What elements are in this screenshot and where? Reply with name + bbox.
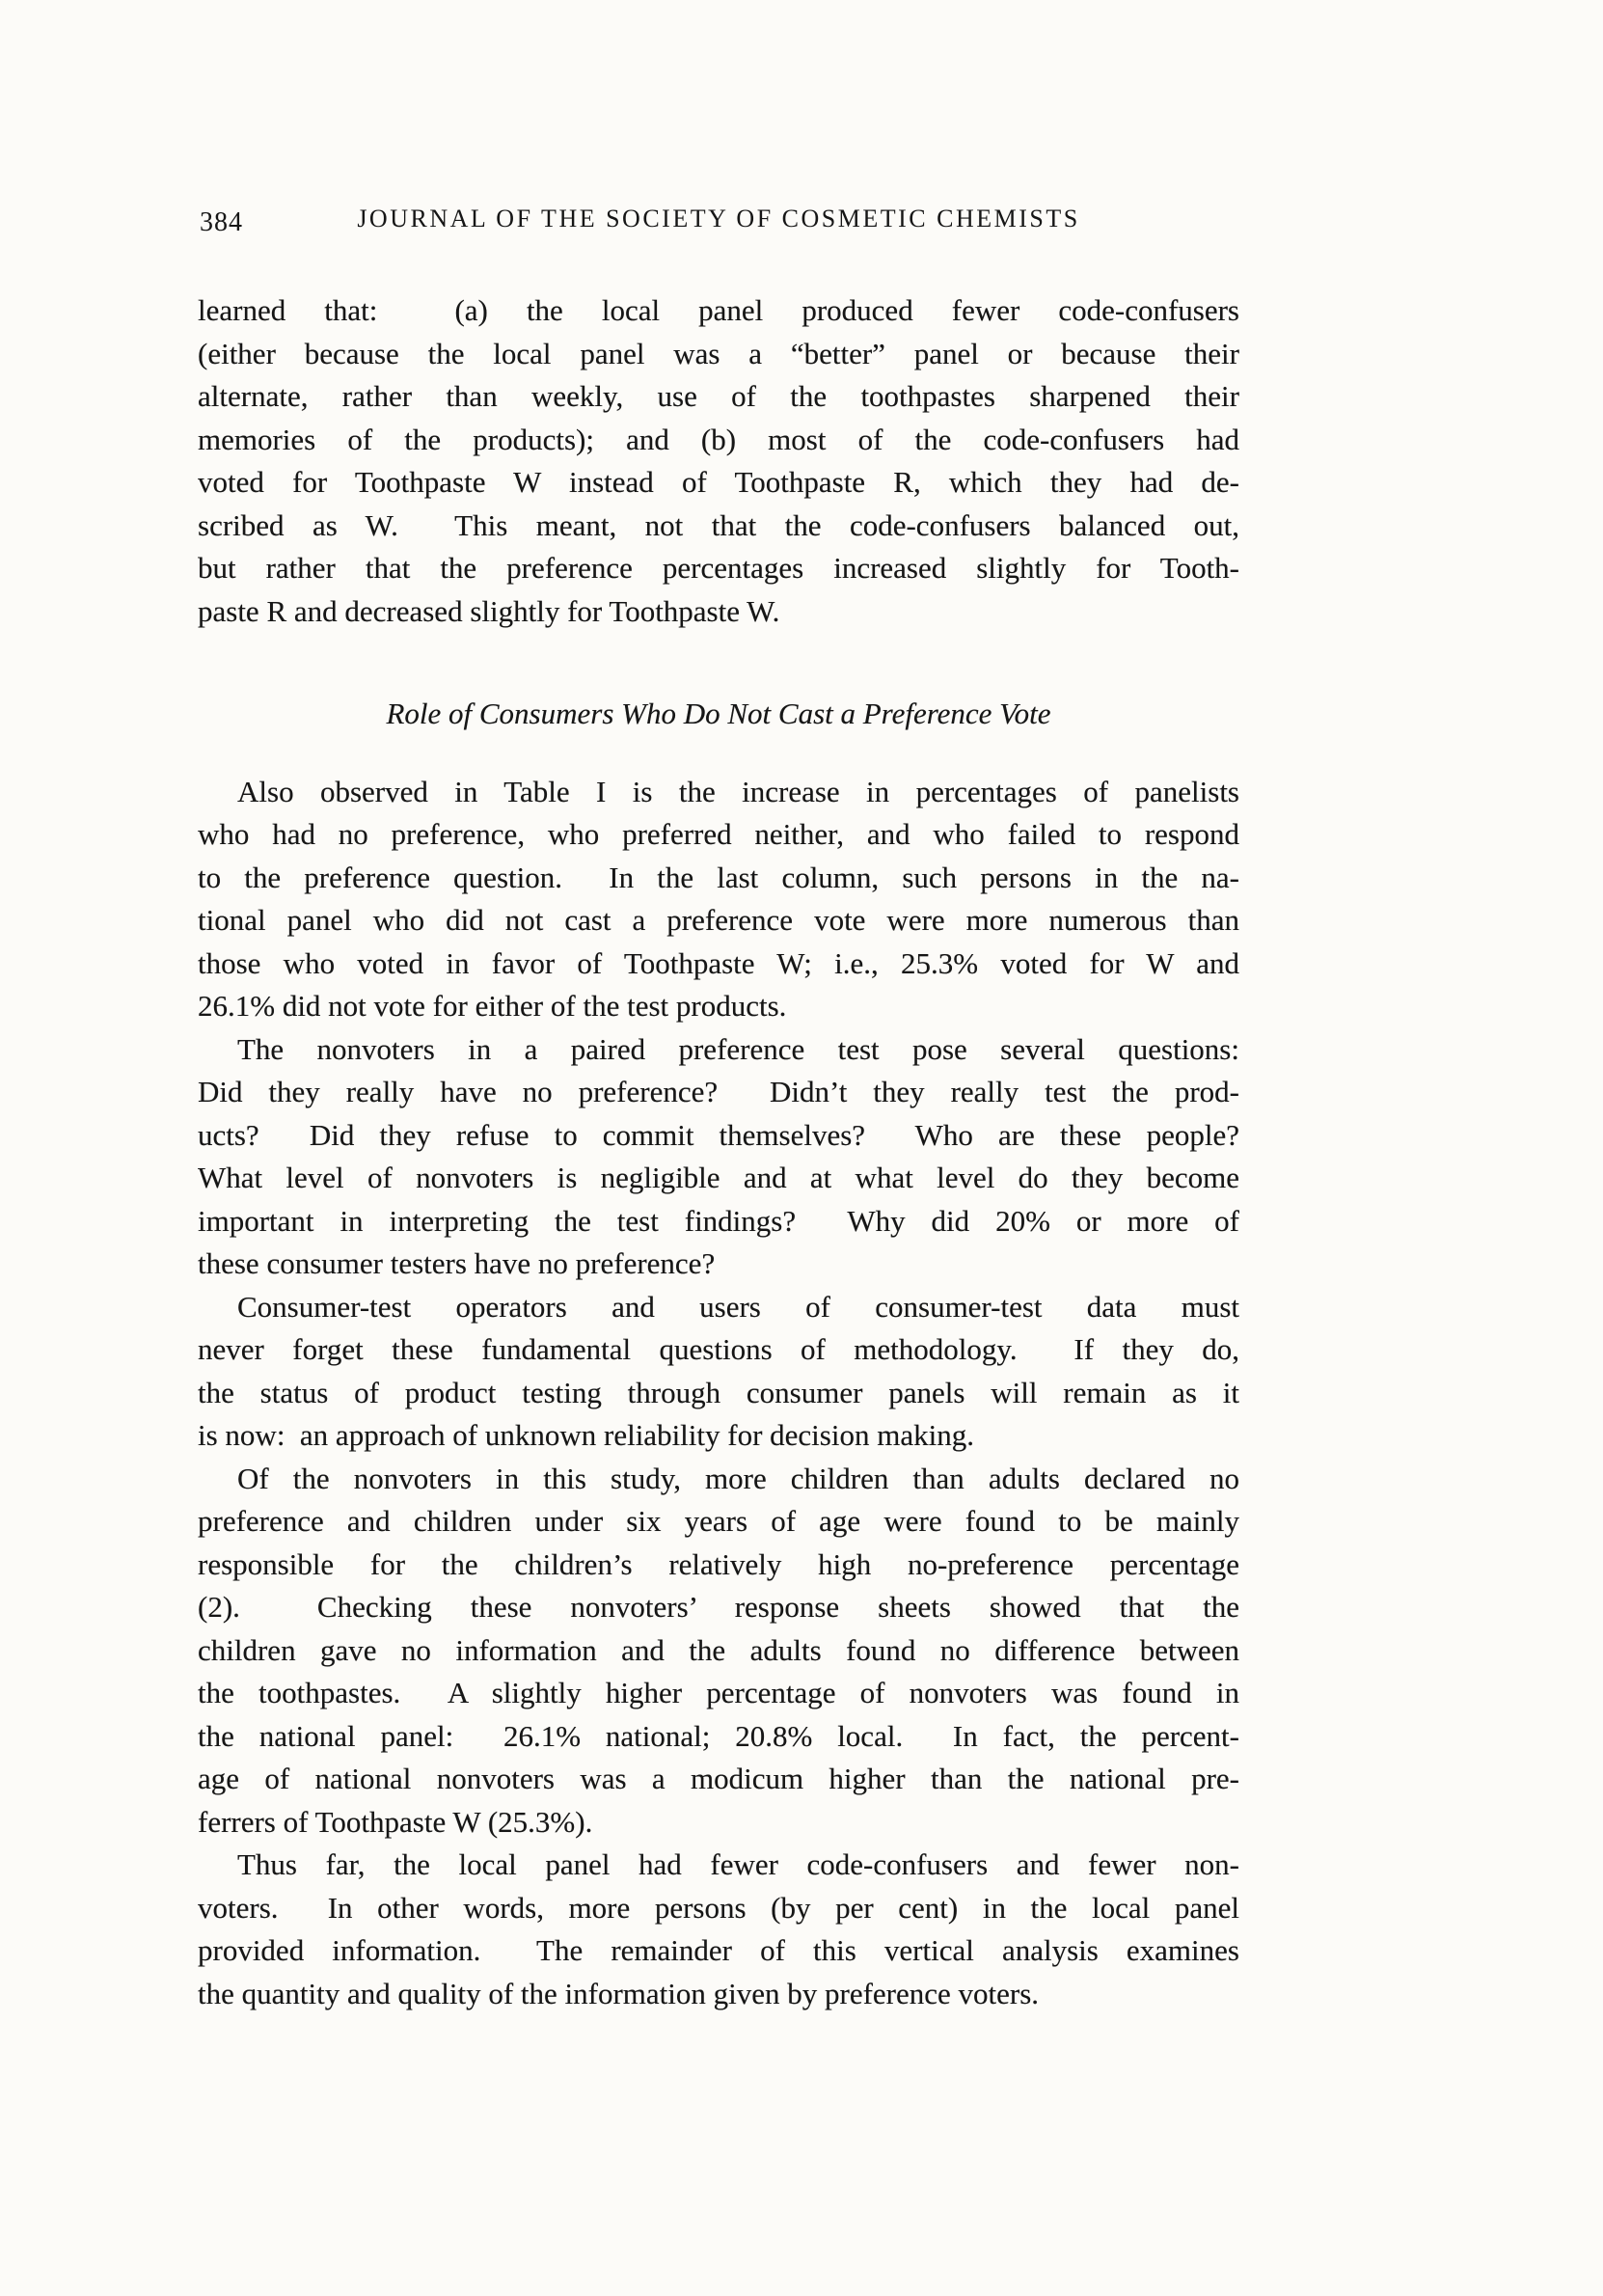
text-line: Thus far, the local panel had fewer code-confusers and fewer non- [237, 1847, 1239, 1881]
text-line: these consumer testers have no preference? [198, 1246, 716, 1280]
text-line: age of national nonvoters was a modicum higher than the national pre- [198, 1762, 1239, 1795]
text-line: who had no preference, who preferred neither, and who failed to respond [198, 817, 1239, 851]
paragraph [198, 1458, 1239, 1845]
text-line: memories of the products); and (b) most of the code-confusers had [198, 422, 1239, 456]
text-line: 26.1% did not vote for either of the test products. [198, 989, 787, 1023]
text-line: the quantity and quality of the information given by preference voters. [198, 1976, 1040, 2010]
text-line: ucts? Did they refuse to commit themselves? Who are these people? [198, 1117, 1239, 1152]
text-line: What level of nonvoters is negligible and at what level do they become [198, 1161, 1239, 1194]
text-line: the national panel: 26.1% national; 20.8% local. In fact, the percent- [198, 1718, 1239, 1753]
text-line: the toothpastes. A slightly higher percentage of nonvoters was found in [198, 1676, 1239, 1709]
text-line: paste R and decreased slightly for Toothpaste W. [198, 593, 780, 628]
text-line: alternate, rather than weekly, use of the toothpastes sharpened their [198, 379, 1239, 413]
text-line: but rather that the preference percentages increased slightly for Tooth- [198, 551, 1239, 585]
text-line: the status of product testing through consumer panels will remain as it [198, 1375, 1239, 1409]
text-line: Also observed in Table I is the increase in percentages of panelists [237, 774, 1239, 808]
text-line: The nonvoters in a paired preference test pose several questions: [237, 1031, 1239, 1066]
paragraph [198, 289, 1239, 633]
text-line: preference and children under six years of age were found to be mainly [198, 1504, 1239, 1538]
text-line: learned that: (a) the local panel produced fewer code-confusers [198, 293, 1239, 327]
text-line: provided information. The remainder of this vertical analysis examines [198, 1933, 1239, 1967]
section-heading: Role of Consumers Who Do Not Cast a Preference Vote [386, 697, 1051, 730]
journal-title: JOURNAL OF THE SOCIETY OF COSMETIC CHEMISTS [357, 205, 1080, 232]
paragraph [198, 1844, 1239, 2015]
text-line: Consumer-test operators and users of consumer-test data must [237, 1289, 1239, 1324]
content-column [198, 205, 1239, 2015]
article-body [198, 289, 1239, 2015]
text-line: Of the nonvoters in this study, more children than adults declared no [237, 1461, 1239, 1495]
text-line: to the preference question. In the last column, such persons in the na- [198, 860, 1239, 894]
page-number: 384 [200, 207, 243, 237]
text-line: voters. In other words, more persons (by per cent) in the local panel [198, 1890, 1239, 1925]
text-line: (either because the local panel was a “better” panel or because their [198, 336, 1239, 370]
text-line: never forget these fundamental questions of methodology. If they do, [198, 1332, 1239, 1366]
paragraph [198, 1286, 1239, 1458]
page-header [198, 205, 1239, 237]
paragraph [198, 1028, 1239, 1286]
text-line: Did they really have no preference? Didn’t they really test the prod- [198, 1075, 1239, 1108]
text-line: those who voted in favor of Toothpaste W; i.e., 25.3% voted for W and [198, 945, 1239, 980]
text-line: scribed as W. This meant, not that the code-confusers balanced out, [198, 507, 1239, 542]
text-line: tional panel who did not cast a preference vote were more numerous than [198, 903, 1239, 937]
text-line: voted for Toothpaste W instead of Toothpaste R, which they had de- [198, 465, 1239, 499]
paragraph [198, 771, 1239, 1028]
text-line: is now: an approach of unknown reliability for decision making. [198, 1418, 974, 1452]
text-line: important in interpreting the test findings? Why did 20% or more of [198, 1203, 1239, 1238]
text-line: (2). Checking these nonvoters’ response sheets showed that the [198, 1590, 1239, 1624]
text-line: responsible for the children’s relatively high no-preference percentage [198, 1546, 1239, 1581]
text-line: ferrers of Toothpaste W (25.3%). [198, 1804, 593, 1839]
text-line: children gave no information and the adults found no difference between [198, 1632, 1239, 1667]
